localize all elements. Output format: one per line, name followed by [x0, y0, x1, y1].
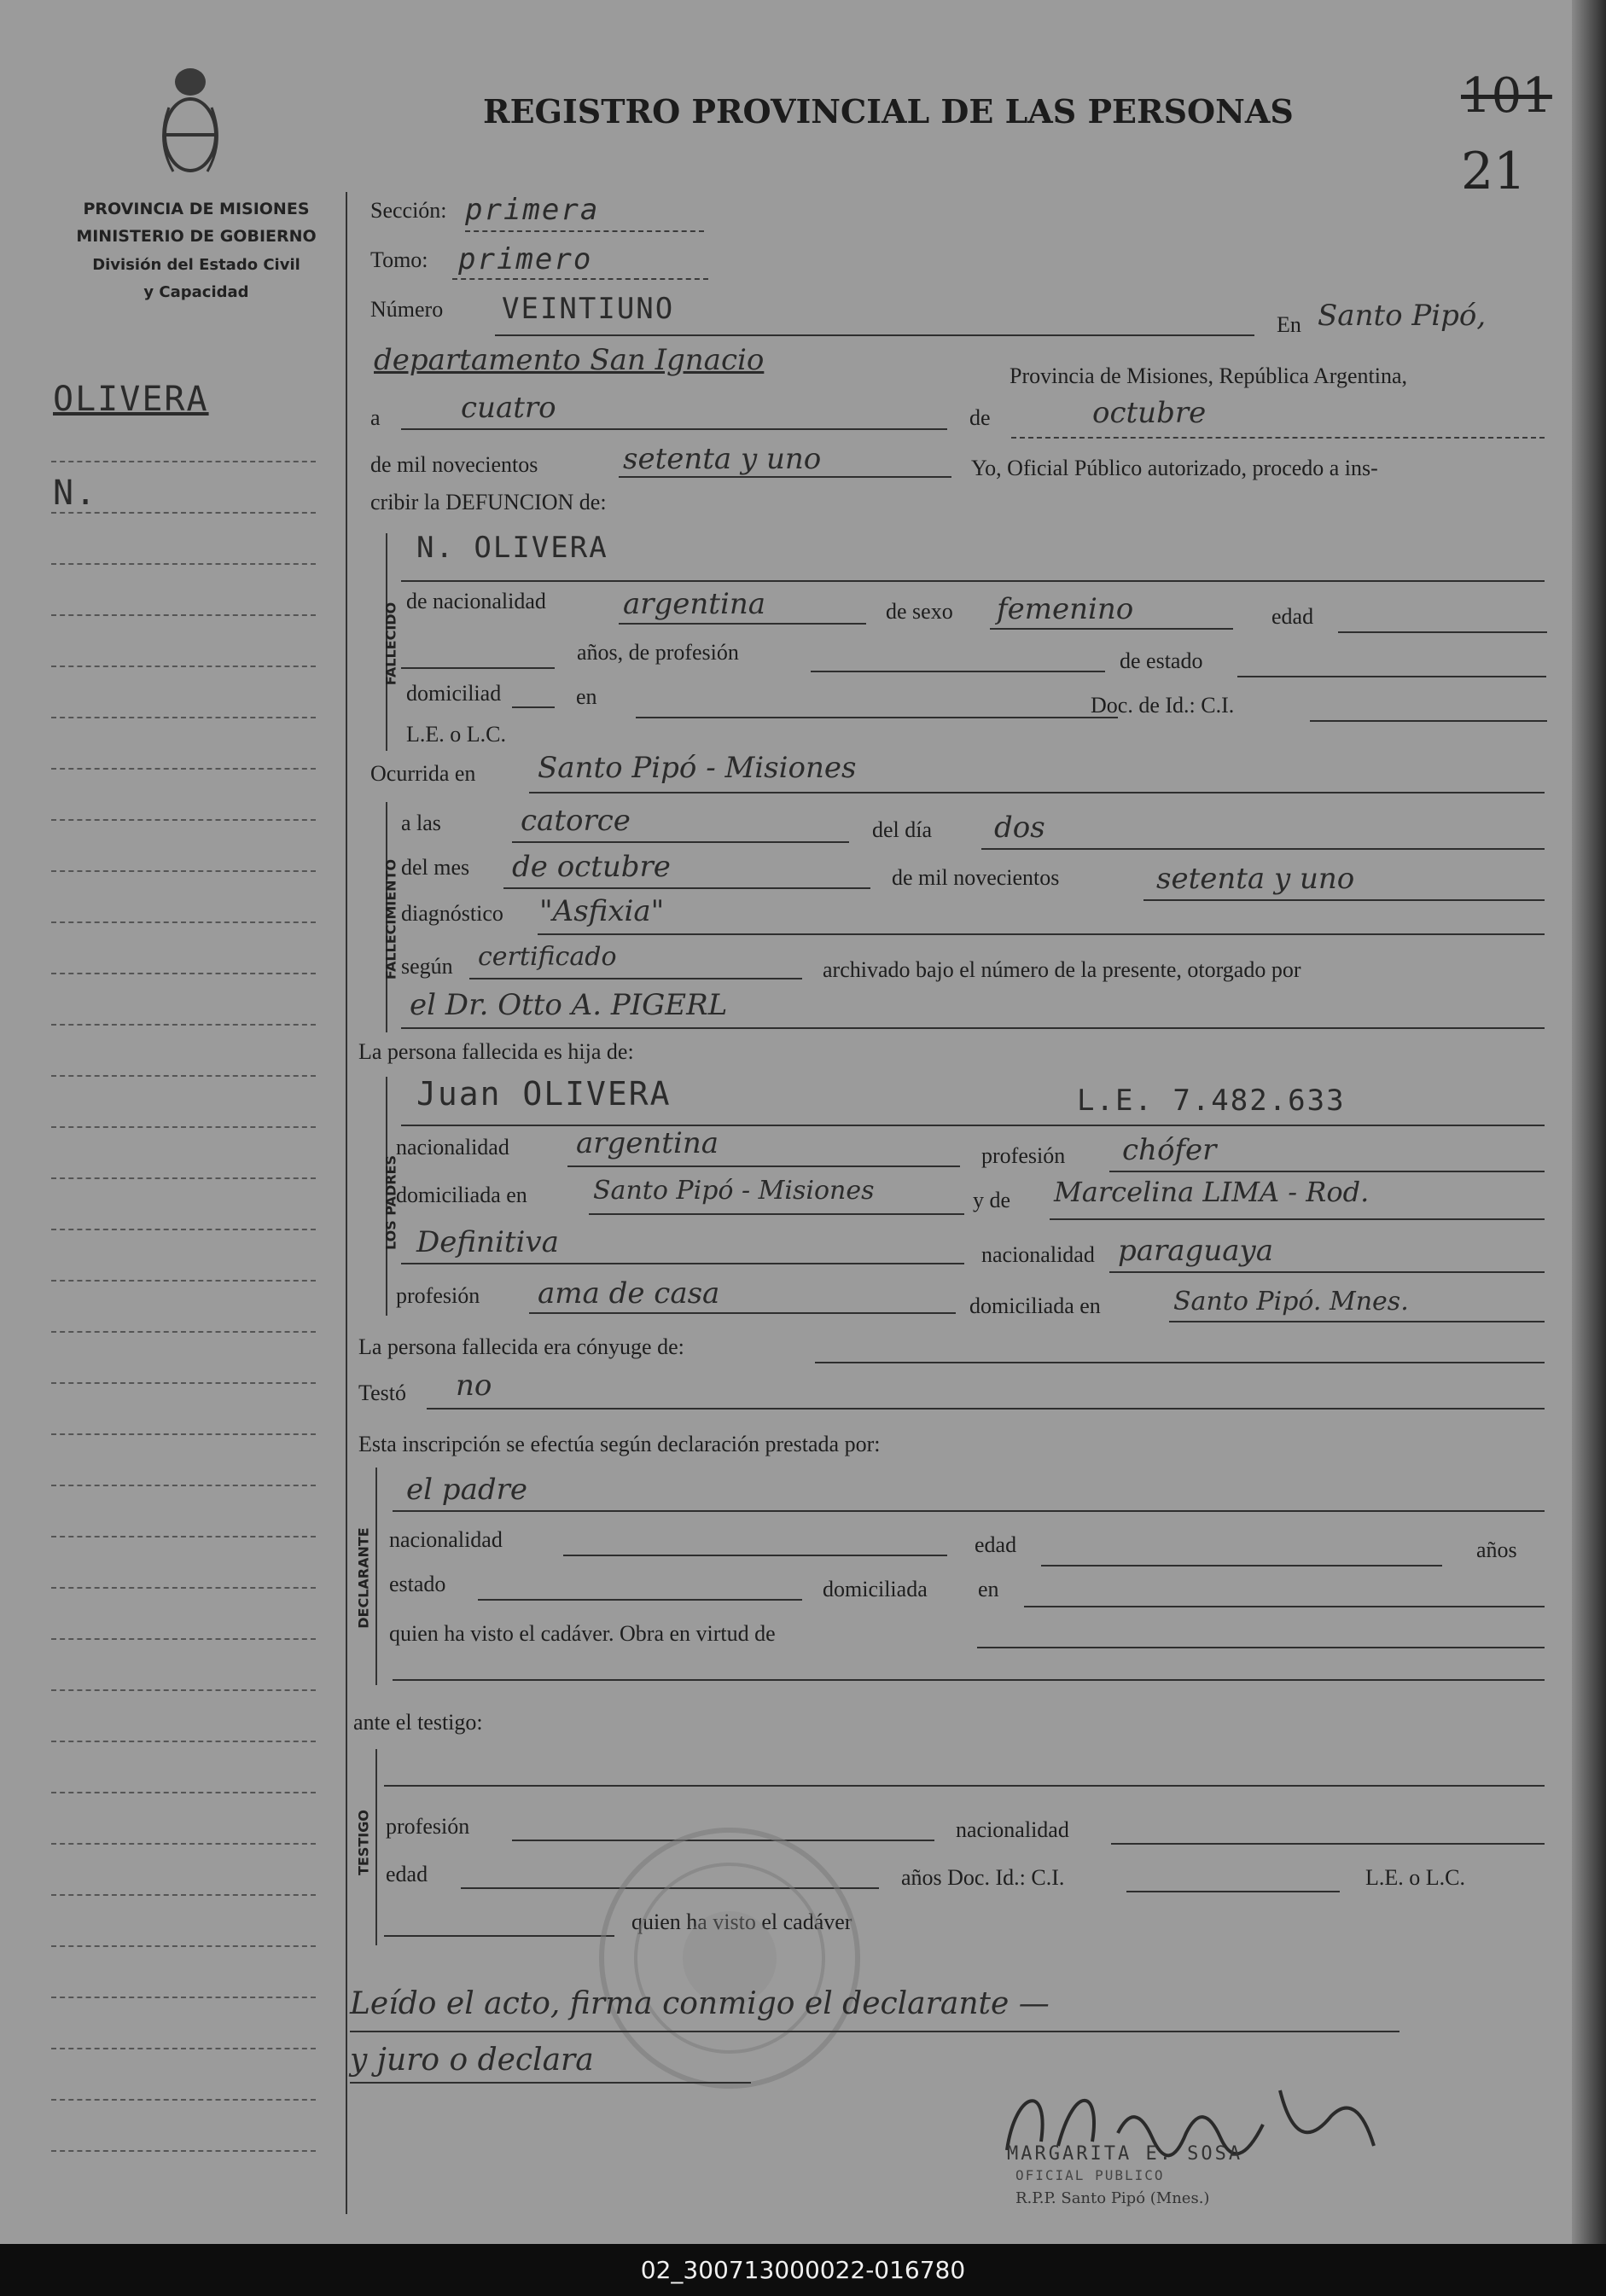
- hora-line: [512, 841, 849, 843]
- margin-line: [51, 1843, 316, 1845]
- margin-line: [51, 1331, 316, 1333]
- decl-edad-label: edad: [975, 1532, 1017, 1557]
- decl-edad-line: [1041, 1565, 1442, 1567]
- decl-visto-line: [977, 1647, 1545, 1648]
- margin-divider: [346, 192, 347, 2214]
- margin-line: [51, 1280, 316, 1282]
- fallecido-sexo-value: femenino: [997, 592, 1134, 626]
- fallecido-nombre: N. OLIVERA: [416, 531, 608, 565]
- margin-line: [51, 666, 316, 667]
- margin-line: [51, 461, 316, 462]
- segun-label: según: [401, 954, 453, 979]
- mes-value: octubre: [1092, 396, 1207, 430]
- margin-line: [51, 1792, 316, 1793]
- margin-name: N.: [53, 474, 98, 513]
- dia-fallec-line: [981, 848, 1545, 850]
- anio-fallec-line: [1143, 899, 1545, 901]
- en-label: En: [1277, 312, 1301, 337]
- margin-line: [51, 1536, 316, 1537]
- dia-fallec-value: dos: [994, 811, 1045, 845]
- firma-name: MARGARITA E. SOSA: [1007, 2143, 1243, 2165]
- madre-prof-line: [529, 1312, 956, 1314]
- testigo-name-line: [384, 1785, 1545, 1787]
- madre-dom-label: domiciliada en: [969, 1293, 1101, 1318]
- numero-value: VEINTIUNO: [502, 292, 675, 326]
- testigo-le-label: L.E. o L.C.: [1365, 1865, 1465, 1890]
- seccion-line: [465, 230, 704, 232]
- margin-line: [51, 1024, 316, 1026]
- margin-line: [51, 2048, 316, 2049]
- decl-nac-line: [563, 1555, 947, 1556]
- madre-nac-line: [1109, 1271, 1545, 1273]
- margin-line: [51, 973, 316, 974]
- fallecido-nac-label: de nacionalidad: [406, 589, 546, 613]
- anio-value: setenta y uno: [623, 442, 822, 476]
- margin-line: [51, 1382, 316, 1384]
- tomo-value: primero: [458, 242, 593, 276]
- oficial-text: Yo, Oficial Público autorizado, procedo a ins-: [971, 456, 1378, 480]
- inscribir-text: cribir la DEFUNCION de:: [370, 490, 607, 514]
- mes-line: [1011, 437, 1545, 439]
- fallecido-prof-line: [811, 671, 1105, 672]
- fallecido-edad-label: edad: [1271, 604, 1314, 629]
- cierre-line-1: Leído el acto, firma conmigo el declarante —: [350, 1986, 1050, 2021]
- margin-line: [51, 1587, 316, 1589]
- fallecido-en-label: en: [576, 684, 597, 709]
- decl-dom-line: [1024, 1606, 1545, 1607]
- ante-testigo-text: ante el testigo:: [353, 1710, 483, 1735]
- margin-line: [51, 1177, 316, 1179]
- decl-en-label: en: [978, 1577, 999, 1601]
- anio-fallec-value: setenta y uno: [1156, 862, 1355, 896]
- padre-nac-value: argentina: [576, 1126, 719, 1160]
- fallecido-sexo-label: de sexo: [886, 599, 953, 624]
- org-line-1: PROVINCIA DE MISIONES: [83, 200, 310, 218]
- fallecido-doc-line: [1310, 720, 1547, 722]
- decl-visto-text: quien ha visto el cadáver. Obra en virtud de: [389, 1621, 776, 1646]
- madre-prof-label: profesión: [396, 1283, 480, 1308]
- mes-fallec-value: de octubre: [512, 850, 671, 884]
- page-number: 21: [1461, 142, 1527, 201]
- decl-anios-label: años: [1476, 1537, 1517, 1562]
- mil-label: de mil novecientos: [892, 865, 1060, 890]
- fallecido-domiciliad-label: domiciliad: [406, 681, 502, 706]
- firma-role: OFICIAL PUBLICO: [1015, 2167, 1165, 2183]
- madre-prof-value: ama de casa: [538, 1276, 720, 1311]
- dia-value: cuatro: [461, 391, 556, 425]
- madre-nac-label: nacionalidad: [981, 1242, 1095, 1267]
- declarante-line: [393, 1510, 1545, 1512]
- testigo-section-label: TESTIGO: [355, 1810, 372, 1875]
- anio-line: [619, 476, 951, 478]
- testigo-bracket: [375, 1749, 377, 1945]
- diag-value: "Asfixia": [539, 894, 665, 928]
- margin-line: [51, 512, 316, 514]
- alas-label: a las: [401, 811, 441, 835]
- madre2-line: [401, 1263, 964, 1264]
- provincia-text: Provincia de Misiones, República Argentina,: [1010, 363, 1407, 388]
- anio-label: de mil novecientos: [370, 452, 538, 477]
- cierre-line-1-rule: [350, 2031, 1399, 2032]
- mes-fallec-line: [503, 887, 870, 889]
- padre-prof-label: profesión: [981, 1143, 1066, 1168]
- padre-value: Juan OLIVERA: [416, 1075, 672, 1113]
- coat-of-arms-emblem: [152, 56, 229, 184]
- madre-nac-value: paraguaya: [1118, 1234, 1273, 1268]
- fallecido-nombre-line: [401, 580, 1545, 582]
- fallecido-doc-label: Doc. de Id.: C.I.: [1091, 693, 1235, 718]
- fallecido-anios-label: años, de profesión: [577, 640, 739, 665]
- padre-dom-value: Santo Pipó - Misiones: [593, 1176, 875, 1206]
- fallecido-estado-label: de estado: [1120, 648, 1203, 673]
- org-line-2: MINISTERIO DE GOBIERNO: [76, 227, 317, 246]
- fallecido-domiciliad-line: [512, 706, 555, 708]
- fallecido-sexo-line: [990, 628, 1233, 630]
- margin-line: [51, 1894, 316, 1896]
- padre-prof-line: [1109, 1171, 1545, 1172]
- declarante-value: el padre: [406, 1473, 527, 1507]
- margin-line: [51, 1126, 316, 1128]
- testo-label: Testó: [358, 1381, 406, 1405]
- yde-label: y de: [973, 1188, 1011, 1212]
- numero-line: [495, 334, 1254, 336]
- margin-line: [51, 921, 316, 923]
- testigo-prof-label: profesión: [386, 1814, 470, 1839]
- padres-section-label: LOS PADRES: [382, 1155, 399, 1251]
- declarante-intro: Esta inscripción se efectúa según declaración prestada por:: [358, 1432, 881, 1456]
- testo-line: [427, 1408, 1545, 1410]
- margin-line: [51, 1229, 316, 1230]
- fallecido-estado-line: [1237, 676, 1546, 677]
- fallecido-anios-line: [401, 667, 555, 669]
- declarante-bracket: [375, 1468, 377, 1685]
- decl-dom-label: domiciliada: [823, 1577, 928, 1601]
- margin-line: [51, 2150, 316, 2152]
- seccion-label: Sección:: [370, 198, 447, 223]
- page-edge-shadow: [1572, 0, 1606, 2244]
- madre-dom-line: [1169, 1321, 1545, 1322]
- testo-value: no: [456, 1369, 492, 1403]
- margin-line: [51, 1433, 316, 1435]
- margin-surname: OLIVERA: [53, 380, 209, 419]
- margin-line: [51, 563, 316, 565]
- fallecido-section-label: FALLECIDO: [382, 602, 399, 686]
- margin-line: [51, 1075, 316, 1077]
- padre-dom-line: [589, 1213, 964, 1215]
- medico-line: [401, 1027, 1545, 1029]
- padre-nac-label: nacionalidad: [396, 1135, 509, 1160]
- hora-value: catorce: [521, 804, 631, 838]
- testigo-edad-label: edad: [386, 1862, 428, 1886]
- segun-value: certificado: [478, 942, 617, 972]
- dia-line: [401, 428, 947, 430]
- lugar-value: departamento San Ignacio: [374, 343, 765, 377]
- padre-line: [401, 1125, 1545, 1126]
- padre-doc-value: L.E. 7.482.633: [1077, 1084, 1346, 1118]
- margin-line: [51, 1997, 316, 1998]
- padre-nac-line: [567, 1165, 960, 1167]
- testigo-visto-line: [384, 1935, 614, 1937]
- file-id-footer: 02_300713000022-016780: [0, 2244, 1606, 2296]
- medico-value: el Dr. Otto A. PIGERL: [410, 988, 728, 1022]
- de-label: de: [969, 405, 991, 430]
- fallecido-nac-value: argentina: [623, 587, 766, 621]
- margin-line: [51, 1638, 316, 1640]
- ocurrida-value: Santo Pipó - Misiones: [538, 751, 857, 785]
- madre2-value: Definitiva: [416, 1225, 559, 1259]
- page-title: REGISTRO PROVINCIAL DE LAS PERSONAS: [483, 92, 1294, 131]
- fallecido-le-label: L.E. o L.C.: [406, 722, 506, 747]
- tomo-line: [452, 278, 708, 280]
- margin-line: [51, 717, 316, 718]
- declarante-section-label: DECLARANTE: [355, 1527, 372, 1629]
- segun-line: [469, 978, 802, 979]
- diag-label: diagnóstico: [401, 901, 503, 926]
- fallecido-edad-line: [1338, 631, 1547, 633]
- testigo-nac-label: nacionalidad: [956, 1817, 1069, 1842]
- padre-dom-label: domiciliada en: [396, 1183, 527, 1207]
- decl-extra-line: [393, 1679, 1545, 1681]
- fallecimiento-section-label: FALLECIMIENTO: [382, 858, 399, 980]
- seccion-value: primera: [465, 193, 600, 227]
- hija-text: La persona fallecida es hija de:: [358, 1039, 634, 1064]
- fallecido-nac-line: [619, 623, 866, 625]
- margin-line: [51, 870, 316, 872]
- madre-line: [1050, 1218, 1545, 1220]
- madre-dom-value: Santo Pipó. Mnes.: [1173, 1287, 1409, 1317]
- testigo-doc-label: años Doc. Id.: C.I.: [901, 1865, 1065, 1890]
- dia-label: del día: [872, 817, 933, 842]
- archivado-text: archivado bajo el número de la presente, otorgado por: [823, 957, 1301, 982]
- margin-line: [51, 768, 316, 770]
- conyuge-line: [815, 1362, 1545, 1363]
- testigo-visto-text: quien ha visto el cadáver: [631, 1909, 852, 1934]
- page-number-struck: 101: [1461, 68, 1552, 124]
- en-value: Santo Pipó,: [1318, 299, 1487, 333]
- decl-nac-label: nacionalidad: [389, 1527, 503, 1552]
- diag-line: [538, 933, 1545, 935]
- testigo-nac-line: [1111, 1843, 1545, 1845]
- margin-line: [51, 614, 316, 616]
- a-label: a: [370, 405, 381, 430]
- org-line-3: División del Estado Civil: [92, 256, 300, 274]
- decl-estado-line: [478, 1599, 802, 1601]
- tomo-label: Tomo:: [370, 247, 428, 272]
- margin-line: [51, 2099, 316, 2101]
- numero-label: Número: [370, 297, 444, 322]
- ocurrida-label: Ocurrida en: [370, 761, 476, 786]
- fallecido-en-line: [636, 717, 1118, 718]
- ocurrida-line: [529, 792, 1545, 793]
- padre-prof-value: chófer: [1122, 1133, 1217, 1167]
- margin-line: [51, 1945, 316, 1947]
- testigo-doc-line: [1126, 1891, 1340, 1892]
- conyuge-text: La persona fallecida era cónyuge de:: [358, 1334, 684, 1359]
- mes-label: del mes: [401, 855, 470, 880]
- firma-office: R.P.P. Santo Pipó (Mnes.): [1015, 2189, 1210, 2207]
- margin-line: [51, 1689, 316, 1691]
- margin-line: [51, 819, 316, 821]
- cierre-line-2: y juro o declara: [350, 2043, 594, 2078]
- margin-line: [51, 1741, 316, 1742]
- decl-estado-label: estado: [389, 1572, 446, 1596]
- cierre-line-2-rule: [350, 2082, 751, 2084]
- madre-value: Marcelina LIMA - Rod.: [1054, 1176, 1370, 1208]
- margin-line: [51, 1485, 316, 1486]
- org-line-4: y Capacidad: [143, 283, 249, 301]
- official-stamp-seal: [589, 1817, 870, 2099]
